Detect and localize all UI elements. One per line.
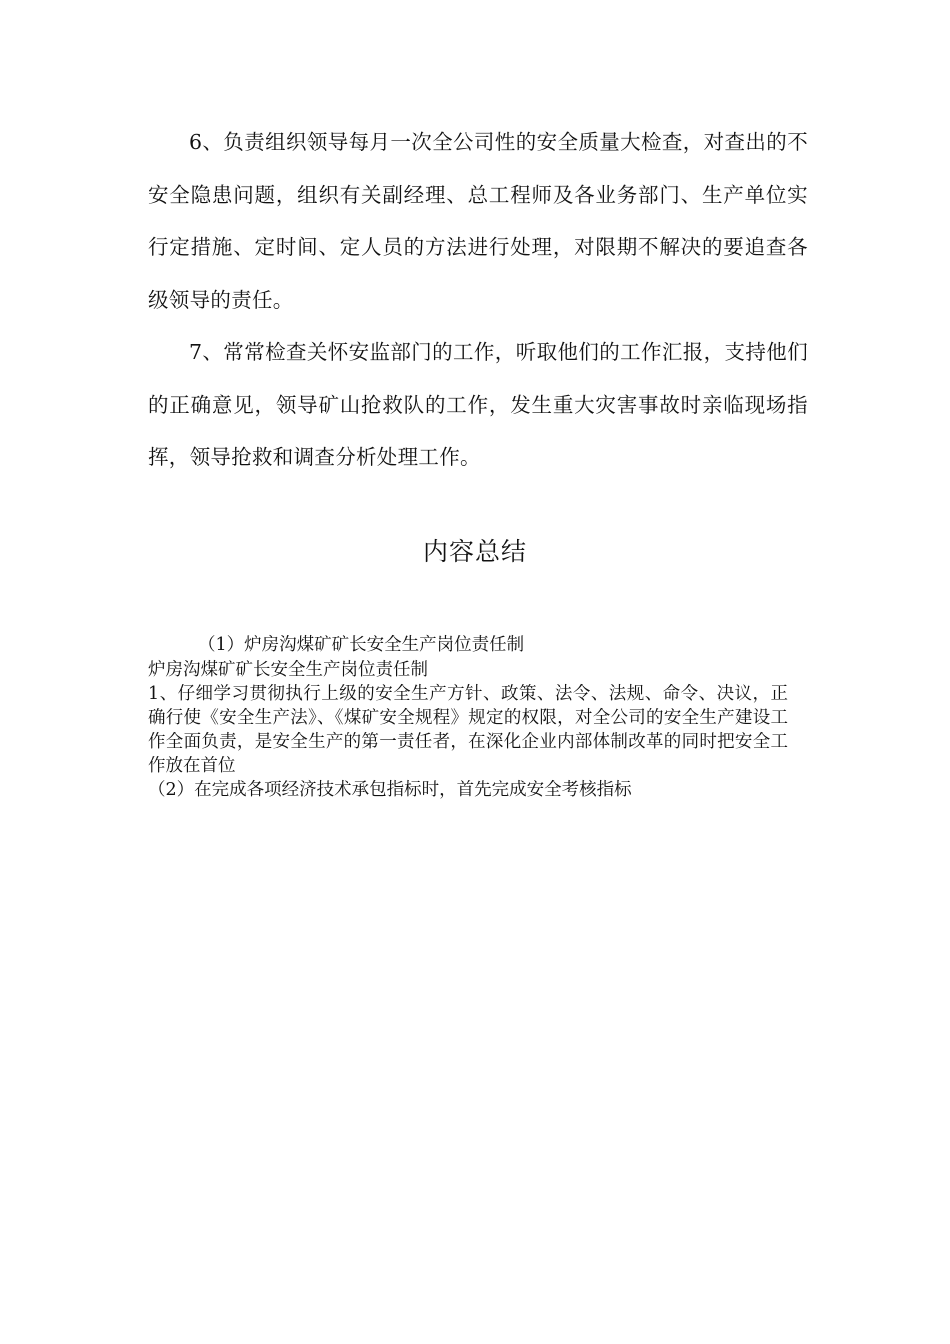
paragraph-7: 7、常常检查关怀安监部门的工作，听取他们的工作汇报，支持他们的正确意见，领导矿山抢救队的工作，发生重大灾害事故时亲临现场指挥，领导抢救和调查分析处理工作。 (148, 340, 808, 469)
summary-section (148, 633, 808, 803)
summary-title: 内容总结 (422, 537, 527, 566)
paragraph-6: 6、负责组织领导每月一次全公司性的安全质量大检查，对查出的不安全隐患问题，组织有关副经理、总工程师及各业务部门、生产单位实行定措施、定时间、定人员的方法进行处理，对限期不解决的要追查各级领导的责任。 (148, 130, 808, 312)
summary-line-2: 炉房沟煤矿矿长安全生产岗位责任制 (148, 659, 428, 680)
body-text (148, 116, 808, 484)
summary-line-3: 1、仔细学习贯彻执行上级的安全生产方针、政策、法令、法规、命令、决议，正确行使《安全生产法》、《煤矿安全规程》规定的权限，对全公司的安全生产建设工作全面负责，是安全生产的第一责任者，在深化企业内部体制改革的同时把安全工作放在首位 (148, 684, 788, 776)
summary-line-1: （1）炉房沟煤矿矿长安全生产岗位责任制 (198, 635, 525, 655)
summary-line-4: （2）在完成各项经济技术承包指标时，首先完成安全考核指标 (148, 780, 632, 800)
